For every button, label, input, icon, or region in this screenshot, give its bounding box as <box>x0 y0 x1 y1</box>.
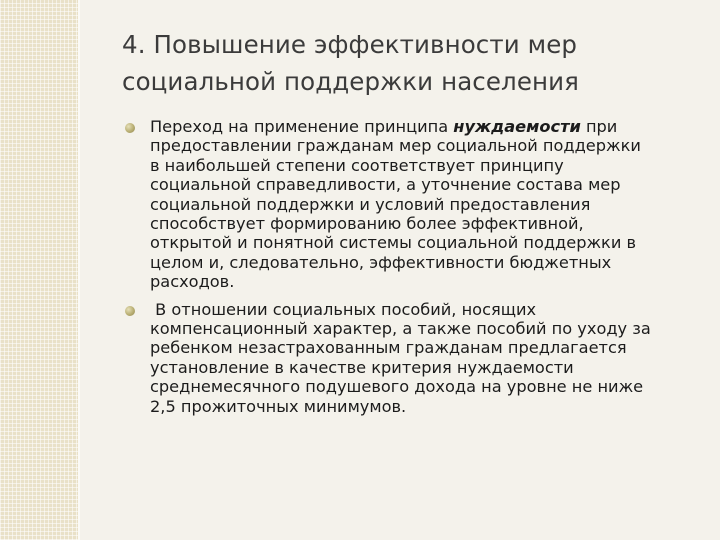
bullet-line: предоставлении гражданам мер социальной поддержки <box>150 136 641 156</box>
bullet-line: социальной поддержки и условий предоставления <box>150 194 591 214</box>
line-text: Переход на применение принципа <box>150 117 454 136</box>
title-line: 4. Повышение эффективности мер <box>122 30 578 59</box>
bullet-line: среднемесячного подушевого дохода на уровне не ниже <box>150 377 644 397</box>
bullet-line: установление в качестве критерия нуждаемости <box>150 357 574 377</box>
bullet-line: в наибольшей степени соответствует принципу <box>150 155 564 175</box>
bullet-line: расходов. <box>150 272 235 292</box>
bullet-line: способствует формированию более эффективной, <box>150 214 584 234</box>
bullet-line: ребенком незастрахованным гражданам предлагается <box>150 338 627 358</box>
slide-title <box>122 26 702 100</box>
bullet-line: В отношении социальных пособий, носящих <box>150 299 537 319</box>
side-divider <box>78 0 80 540</box>
bullet-item <box>150 117 702 292</box>
slide-body <box>150 117 702 424</box>
bullet-line: целом и, следовательно, эффективности бюджетных <box>150 252 612 272</box>
bullet-line <box>150 117 702 136</box>
bullet-line: компенсационный характер, а также пособий по уходу за <box>150 319 651 339</box>
bullet-dot-icon <box>125 306 135 316</box>
bullet-line: социальной справедливости, а уточнение состава мер <box>150 175 621 195</box>
emphasized-term: нуждаемости <box>453 117 581 136</box>
title-line: социальной поддержки населения <box>122 67 579 96</box>
decorative-side-band <box>0 0 78 540</box>
bullet-line: открытой и понятной системы социальной поддержки в <box>150 233 637 253</box>
bullet-item <box>150 300 702 416</box>
bullet-dot-icon <box>125 123 135 133</box>
bullet-line: 2,5 прожиточных минимумов. <box>150 396 407 416</box>
line-text: при <box>580 117 618 136</box>
